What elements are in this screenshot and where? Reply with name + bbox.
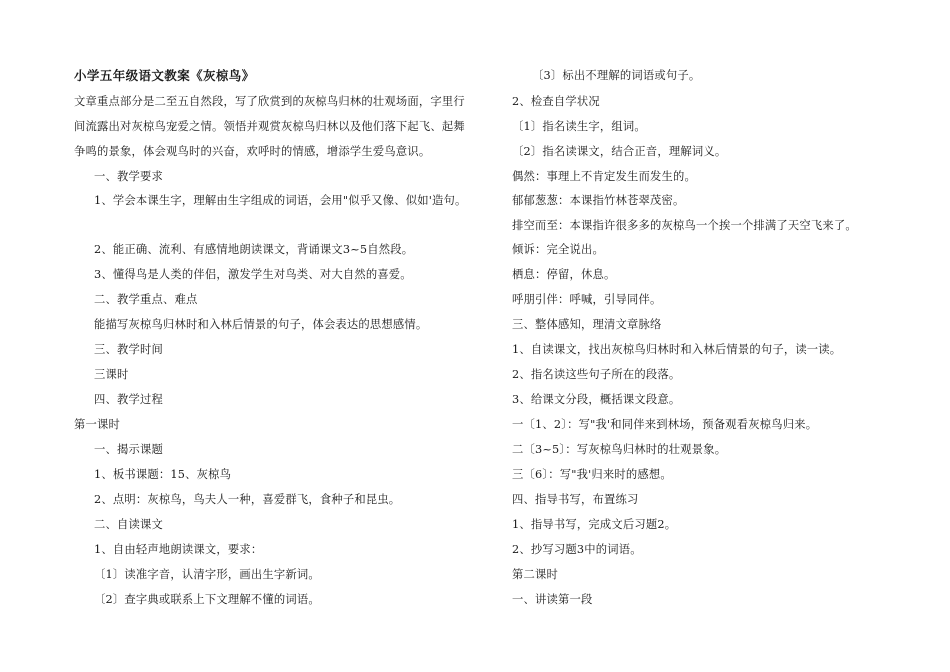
section-heading: 二、自读课文 (94, 518, 163, 531)
vocabulary-definition: 倾诉：完全说出。 (512, 243, 604, 256)
lesson-heading: 第一课时 (74, 418, 120, 431)
section-heading: 三、整体感知，理清文章脉络 (512, 318, 662, 331)
paragraph-summary: 二〔3~5〕：写灰椋鸟归林时的壮观景象。 (512, 443, 727, 456)
intro-paragraph-line: 争鸣的景象，体会观鸟时的兴奋，欢呼时的情感，增添学生爱鸟意识。 (74, 145, 431, 158)
section-heading: 一、教学要求 (94, 170, 163, 183)
text-line: 2、抄写习题3中的词语。 (512, 543, 642, 556)
text-line: 〔2〕查字典或联系上下文理解不懂的词语。 (94, 593, 320, 606)
intro-paragraph-line: 文章重点部分是二至五自然段，写了欣赏到的灰椋鸟归林的壮观场面，字里行 (74, 95, 465, 108)
text-line: 1、板书课题：15、灰椋鸟 (94, 468, 232, 481)
section-heading: 四、教学过程 (94, 393, 163, 406)
paragraph-summary: 三〔6〕：写"我'归来时的感想。 (512, 468, 672, 481)
text-line: 3、懂得鸟是人类的伴侣，激发学生对鸟类、对大自然的喜爱。 (94, 268, 412, 281)
vocabulary-definition: 栖息：停留，休息。 (512, 268, 616, 281)
text-line: 2、能正确、流利、有感情地朗读课文，背诵课文3~5自然段。 (94, 243, 414, 256)
text-line: 〔2〕指名读课文，结合正音，理解词义。 (512, 145, 727, 158)
section-heading: 四、指导书写，布置练习 (512, 493, 639, 506)
text-line: 能描写灰椋鸟归林时和入林后情景的句子，体会表达的思想感情。 (94, 318, 428, 331)
text-line: 1、学会本课生字，理解由生字组成的词语，会用"似乎又像、似如'造句。 (94, 194, 467, 207)
text-line: 〔1〕指名读生字，组词。 (512, 120, 646, 133)
text-line: 3、给课文分段，概括课文段意。 (512, 393, 681, 406)
document-title: 小学五年级语文教案《灰椋鸟》 (74, 68, 255, 83)
vocabulary-definition: 偶然：事理上不肯定发生而发生的。 (512, 170, 696, 183)
lesson-heading: 第二课时 (512, 568, 558, 581)
text-line: 〔1〕读准字音，认清字形，画出生字新词。 (94, 568, 320, 581)
section-heading: 一、揭示课题 (94, 443, 163, 456)
text-line: 1、自由轻声地朗读课文，要求： (94, 543, 263, 556)
section-heading: 三、教学时间 (94, 343, 163, 356)
text-line: 2、检查自学状况 (512, 95, 600, 108)
text-line: 2、点明：灰椋鸟，鸟夫人一种，喜爱群飞，食种子和昆虫。 (94, 493, 401, 506)
paragraph-summary: 一〔1、2〕：写"我'和同伴来到林场，预备观看灰椋鸟归来。 (512, 418, 818, 431)
vocabulary-definition: 呼朋引伴：呼喊，引导同伴。 (512, 293, 662, 306)
vocabulary-definition: 郁郁葱葱：本课指竹林苍翠茂密。 (512, 194, 685, 207)
intro-paragraph-line: 间流露出对灰椋鸟宠爱之情。领悟并观赏灰椋鸟归林以及他们落下起飞、起舞 (74, 120, 465, 133)
text-line: 三课时 (94, 368, 129, 381)
section-heading: 一、讲读第一段 (512, 593, 593, 606)
text-line: 1、自读课文，找出灰椋鸟归林时和入林后情景的句子，读一读。 (512, 343, 842, 356)
text-line: 〔3〕标出不理解的词语或句子。 (532, 69, 701, 82)
vocabulary-definition: 排空而至：本课指许很多多的灰椋鸟一个挨一个排满了天空飞来了。 (512, 219, 857, 232)
section-heading: 二、教学重点、难点 (94, 293, 198, 306)
text-line: 1、指导书写，完成文后习题2。 (512, 518, 677, 531)
text-line: 2、指名读这些句子所在的段落。 (512, 368, 681, 381)
